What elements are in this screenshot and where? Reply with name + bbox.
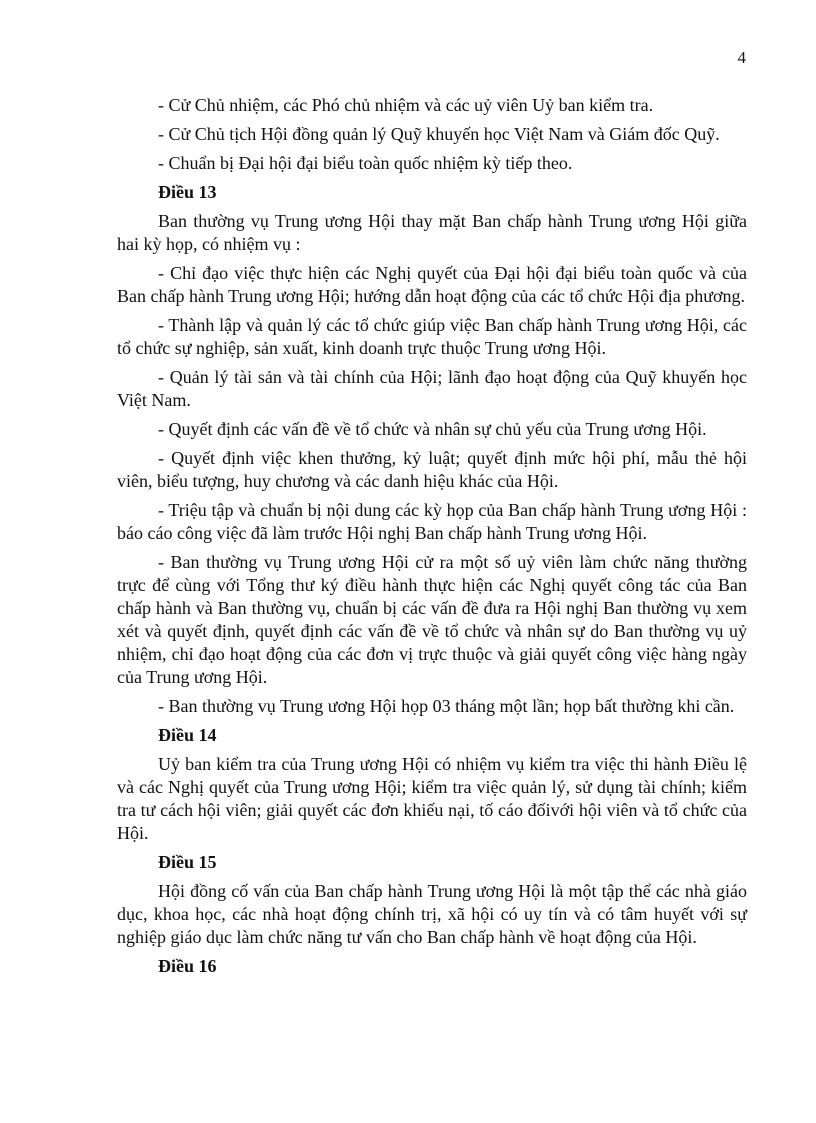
paragraph: - Cử Chủ nhiệm, các Phó chủ nhiệm và các uỷ viên Uỷ ban kiểm tra. bbox=[158, 95, 654, 115]
document-body bbox=[117, 94, 747, 984]
paragraph: - Chỉ đạo việc thực hiện các Nghị quyết của Đại hội đại biểu toàn quốc và của Ban chấp hành Trung ương Hội; hướng dẫn hoạt động của các tổ chức Hội địa phương. bbox=[117, 263, 747, 306]
article-heading: Điều 13 bbox=[158, 182, 217, 202]
article-heading: Điều 16 bbox=[158, 956, 217, 976]
paragraph: - Quản lý tài sản và tài chính của Hội; lãnh đạo hoạt động của Quỹ khuyến học Việt Nam. bbox=[117, 367, 747, 410]
paragraph: Uỷ ban kiểm tra của Trung ương Hội có nhiệm vụ kiểm tra việc thi hành Điều lệ và các Nghị quyết của Trung ương Hội; kiểm tra việc quản lý, sử dụng tài chính; kiểm tra tư cách hội viên; giải quyết các đơn khiếu nại, tố cáo đốivới hội viên và tổ chức của Hội. bbox=[117, 754, 747, 843]
article-heading: Điều 15 bbox=[158, 852, 217, 872]
page-number: 4 bbox=[737, 48, 746, 67]
paragraph: - Quyết định các vấn đề về tổ chức và nhân sự chủ yếu của Trung ương Hội. bbox=[158, 419, 707, 439]
paragraph: Ban thường vụ Trung ương Hội thay mặt Ban chấp hành Trung ương Hội giữa hai kỳ họp, có nhiệm vụ : bbox=[117, 211, 747, 254]
paragraph: Hội đồng cố vấn của Ban chấp hành Trung ương Hội là một tập thể các nhà giáo dục, khoa học, các nhà hoạt động chính trị, xã hội có uy tín và có tâm huyết với sự nghiệp giáo dục làm chức năng tư vấn cho Ban chấp hành về hoạt động của Hội. bbox=[117, 881, 747, 947]
paragraph: - Cử Chủ tịch Hội đồng quản lý Quỹ khuyến học Việt Nam và Giám đốc Quỹ. bbox=[158, 124, 720, 144]
paragraph: - Triệu tập và chuẩn bị nội dung các kỳ họp của Ban chấp hành Trung ương Hội : báo cáo công việc đã làm trước Hội nghị Ban chấp hành Trung ương Hội. bbox=[117, 500, 747, 543]
paragraph: - Ban thường vụ Trung ương Hội họp 03 tháng một lần; họp bất thường khi cần. bbox=[158, 696, 735, 716]
article-heading: Điều 14 bbox=[158, 725, 217, 745]
paragraph: - Ban thường vụ Trung ương Hội cử ra một số uỷ viên làm chức năng thường trực để cùng với Tổng thư ký điều hành thực hiện các Nghị quyết công tác của Ban chấp hành và Ban thường vụ, chuẩn bị các vấn đề đưa ra Hội nghị Ban thường vụ xem xét và quyết định, quyết định các vấn đề về tổ chức và nhân sự do Ban thường vụ uỷ nhiệm, chỉ đạo hoạt động của các đơn vị trực thuộc và giải quyết công việc hàng ngày của Trung ương Hội. bbox=[117, 552, 747, 687]
paragraph: - Quyết định việc khen thưởng, kỷ luật; quyết định mức hội phí, mẫu thẻ hội viên, biểu tượng, huy chương và các danh hiệu khác của Hội. bbox=[117, 448, 747, 491]
paragraph: - Chuẩn bị Đại hội đại biểu toàn quốc nhiệm kỳ tiếp theo. bbox=[158, 153, 573, 173]
paragraph: - Thành lập và quản lý các tổ chức giúp việc Ban chấp hành Trung ương Hội, các tổ chức sự nghiệp, sản xuất, kinh doanh trực thuộc Trung ương Hội. bbox=[117, 315, 747, 358]
